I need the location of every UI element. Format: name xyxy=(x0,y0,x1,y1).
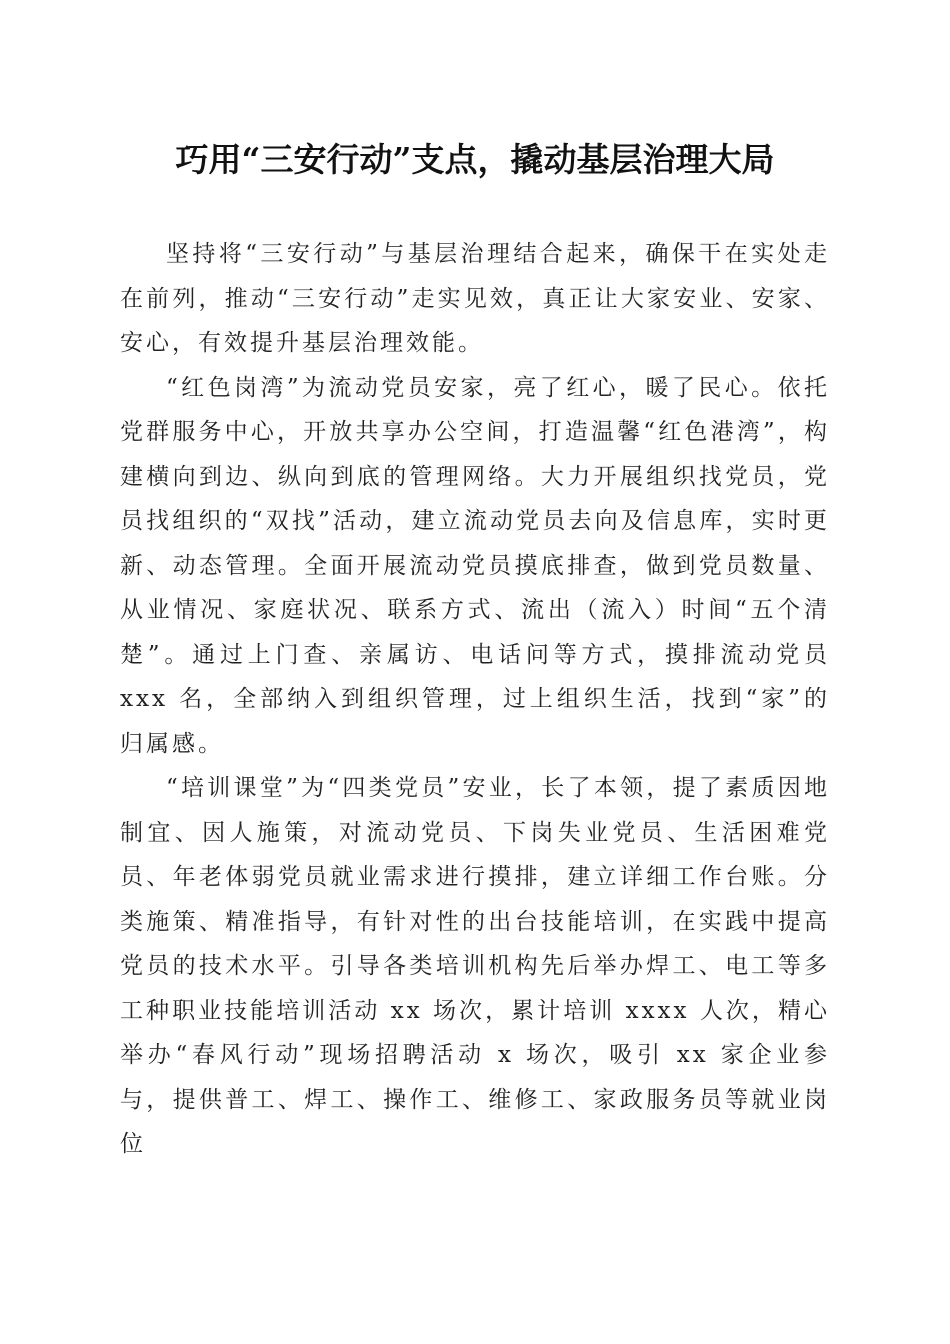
paragraph-intro: 坚持将“三安行动”与基层治理结合起来，确保干在实处走在前列，推动“三安行动”走实见效，真正让大家安业、安家、安心，有效提升基层治理效能。 xyxy=(120,241,830,356)
paragraph-training-class: “培训课堂”为“四类党员”安业，长了本领，提了素质因地制宜、因人施策，对流动党员、下岗失业党员、生活困难党员、年老体弱党员就业需求进行摸排，建立详细工作台账。分类施策、精准指导，有针对性的出台技能培训，在实践中提高党员的技术水平。引导各类培训机构先后举办焊工、电工等多工种职业技能培训活动 xx 场次，累计培训 xxxx 人次，精心举办“春风行动”现场招聘活动 x 场次，吸引 xx 家企业参与，提供普工、焊工、操作工、维修工、家政服务员等就业岗位 xyxy=(120,775,830,1157)
document-body xyxy=(120,232,830,1167)
paragraph-red-harbor: “红色岗湾”为流动党员安家，亮了红心，暖了民心。依托党群服务中心，开放共享办公空间，打造温馨“红色港湾”，构建横向到边、纵向到底的管理网络。大力开展组织找党员，党员找组织的“双找”活动，建立流动党员去向及信息库，实时更新、动态管理。全面开展流动党员摸底排查，做到党员数量、从业情况、家庭状况、联系方式、流出（流入）时间“五个清楚”。通过上门查、亲属访、电话问等方式，摸排流动党员 xxx 名，全部纳入到组织管理，过上组织生活，找到“家”的归属感。 xyxy=(120,374,830,757)
document-title: 巧用“三安行动”支点，撬动基层治理大局 xyxy=(175,140,775,179)
